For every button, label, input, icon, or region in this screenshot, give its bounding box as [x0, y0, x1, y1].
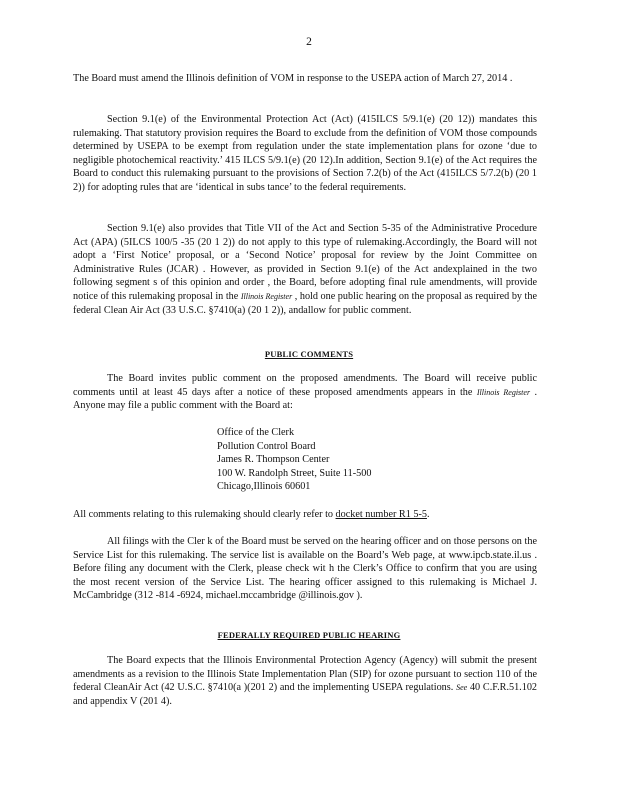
paragraph-text-end: .: [426, 509, 430, 520]
paragraph-text: All comments relating to this rulemaking should clearly refer to: [73, 509, 333, 520]
heading-public-comments: PUBLIC COMMENTS: [264, 349, 354, 359]
address-line: James R. Thompson Center: [217, 454, 330, 466]
page-number: 2: [306, 36, 312, 48]
address-line: Office of the Clerk: [217, 427, 295, 438]
paragraph-text: Section 9.1(e) of the Environmental Protection Act (Act) (415ILCS 5/9.1(e) (20 12)) mandates this rulemaking. That statutory provision requires the Board to exclude from the definition of VOM those compounds determined by USEPA to be exempt from regulation under the state implementation plans for ozone ‘due to negligible photochemical reactivity.’ 415 ILCS 5/9.1(e) (20 12).In addition, Section 9.1(e) of the Act requires the Board to conduct this rulemaking pursuant to the provisions of Section 7.2(b) of the Act (415ILCS 5/7.2(b) (20 1 2)) for adopting rules that are ‘identical in subs tance’ to the federal requirements.: [73, 114, 537, 193]
illinois-register-italic: Illinois Register: [240, 291, 293, 301]
paragraph-text-continued: , hold one public hearing on the proposal as required by the federal Clean Air Act (33 U.S.C. §7410(a) (20 1 2)), andallow for public comment.: [73, 290, 538, 316]
paragraph-docket-reference: [73, 508, 537, 522]
paragraph-text: The Board expects that the Illinois Environmental Protection Agency (Agency) will submit the present amendments as a revision to the Illinois State Implementation Plan (SIP) for ozone pursuant to section 110 of the federal CleanAir Act (42 U.S.C. §7410(a )(201 2) and the implementing USEPA regulations.: [73, 655, 537, 694]
paragraph-public-comment-invite: [73, 372, 537, 413]
paragraph-service-list: [73, 535, 537, 603]
address-line: Chicago,Illinois 60601: [217, 481, 311, 493]
paragraph-sip-submission: [73, 654, 537, 708]
address-line: 100 W. Randolph Street, Suite 11-500: [217, 467, 372, 479]
paragraph-text: The Board invites public comment on the proposed amendments. The Board will receive public comments until at least 45 days after a notice of these proposed amendments appears in the: [73, 373, 537, 398]
docket-number: docket number R1 5-5: [335, 509, 427, 520]
illinois-register-italic: Illinois Register: [476, 387, 531, 397]
paragraph-section-9-1e: [73, 113, 537, 195]
paragraph-apa-exemption: [73, 222, 537, 317]
cfr-citation: 40 C.F.R.51.102 and appendix V (201 4).: [73, 682, 538, 707]
heading-federally-required-hearing: FEDERALLY REQUIRED PUBLIC HEARING: [217, 630, 401, 640]
paragraph-text: All filings with the Cler k of the Board must be served on the hearing officer and on those persons on the Service List for this rulemaking. The service list is available on the Board’s Web page, at www.ipcb.state.il.us . Before filing any document with the Clerk, please check wit h the Clerk’s Office to confirm that you are using the most recent version of the Service List. The hearing officer assigned to this rulemaking is Michael J. McCambridge (312 -814 -6924, michael.mccambridge @illinois.gov ).: [73, 536, 537, 602]
paragraph-text: Section 9.1(e) also provides that Title VII of the Act and Section 5-35 of the Administrative Procedure Act (APA) (5ILCS 100/5 -35 (20 1 2)) do not apply to this type of rulemaking.Accordingly, the Board will not adopt a ‘First Notice’ proposal, or a ‘Second Notice’ proposal for review by the Joint Committee on Administrative Rules (JCAR) . However, as provided in Section 9.1(e) of the Act andexplained in the two following segment s of this opinion and order , the Board, before adopting final rule amendments, will provide notice of this rulemaking proposal in the: [73, 223, 537, 302]
clerk-address-block: [217, 426, 477, 494]
paragraph-vom-definition: The Board must amend the Illinois definition of VOM in response to the USEPA action of March 27, 2014 .: [73, 73, 513, 84]
paragraph-text-continued: . Anyone may file a public comment with the Board at:: [73, 386, 538, 412]
address-line: Pollution Control Board: [217, 440, 316, 452]
see-signal-italic: See: [456, 683, 468, 693]
